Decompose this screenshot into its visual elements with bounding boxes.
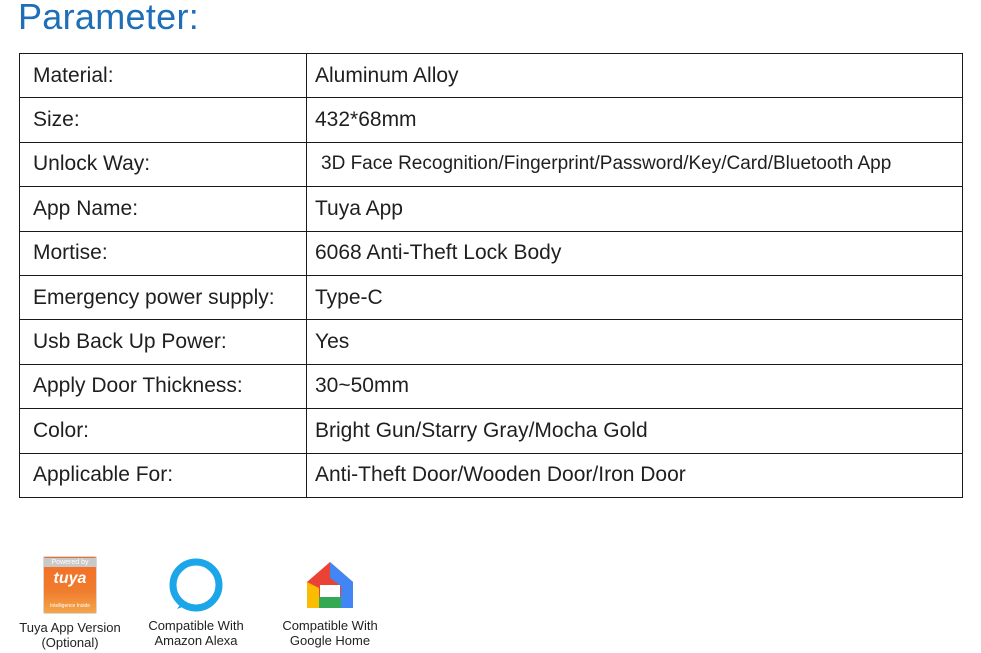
table-row xyxy=(20,320,963,364)
google-home-badge xyxy=(272,548,388,648)
parameter-table xyxy=(19,53,963,498)
tuya-powered-by-text: Powered by xyxy=(44,558,96,567)
param-value: Anti-Theft Door/Wooden Door/Iron Door xyxy=(307,453,963,497)
param-value: 3D Face Recognition/Fingerprint/Password/Key/Card/Bluetooth App xyxy=(307,142,963,186)
tuya-caption-line2: (Optional) xyxy=(41,635,99,650)
table-row xyxy=(20,98,963,142)
param-value: Yes xyxy=(307,320,963,364)
alexa-logo-icon xyxy=(169,558,223,612)
alexa-caption-line2: Amazon Alexa xyxy=(154,633,238,648)
table-row xyxy=(20,142,963,186)
param-key: Material: xyxy=(20,54,307,98)
table-row xyxy=(20,409,963,453)
param-key: Size: xyxy=(20,98,307,142)
page-title: Parameter: xyxy=(18,0,200,37)
table-row xyxy=(20,364,963,408)
tuya-wordmark: tuya xyxy=(53,570,87,587)
param-value: Bright Gun/Starry Gray/Mocha Gold xyxy=(307,409,963,453)
param-value: Type-C xyxy=(307,275,963,319)
tuya-caption-line1: Tuya App Version xyxy=(19,620,121,635)
param-key: App Name: xyxy=(20,187,307,231)
alexa-caption-line1: Compatible With xyxy=(148,618,244,633)
param-value: Aluminum Alloy xyxy=(307,54,963,98)
param-value: 432*68mm xyxy=(307,98,963,142)
param-key: Applicable For: xyxy=(20,453,307,497)
table-row xyxy=(20,54,963,98)
tuya-badge xyxy=(8,548,132,650)
param-key: Unlock Way: xyxy=(20,142,307,186)
google-caption-line1: Compatible With xyxy=(282,618,378,633)
google-home-icon xyxy=(303,558,357,612)
tuya-logo-icon xyxy=(43,556,97,614)
table-row xyxy=(20,231,963,275)
param-value: 30~50mm xyxy=(307,364,963,408)
table-row xyxy=(20,187,963,231)
param-key: Mortise: xyxy=(20,231,307,275)
tuya-intelligence-text: Intelligence Inside xyxy=(49,603,91,609)
compatibility-badges xyxy=(0,548,420,653)
param-value: 6068 Anti-Theft Lock Body xyxy=(307,231,963,275)
table-row xyxy=(20,275,963,319)
param-key: Emergency power supply: xyxy=(20,275,307,319)
param-key: Usb Back Up Power: xyxy=(20,320,307,364)
table-row xyxy=(20,453,963,497)
google-caption-line2: Google Home xyxy=(289,633,371,648)
alexa-badge xyxy=(140,548,252,648)
param-value: Tuya App xyxy=(307,187,963,231)
param-key: Color: xyxy=(20,409,307,453)
param-key: Apply Door Thickness: xyxy=(20,364,307,408)
